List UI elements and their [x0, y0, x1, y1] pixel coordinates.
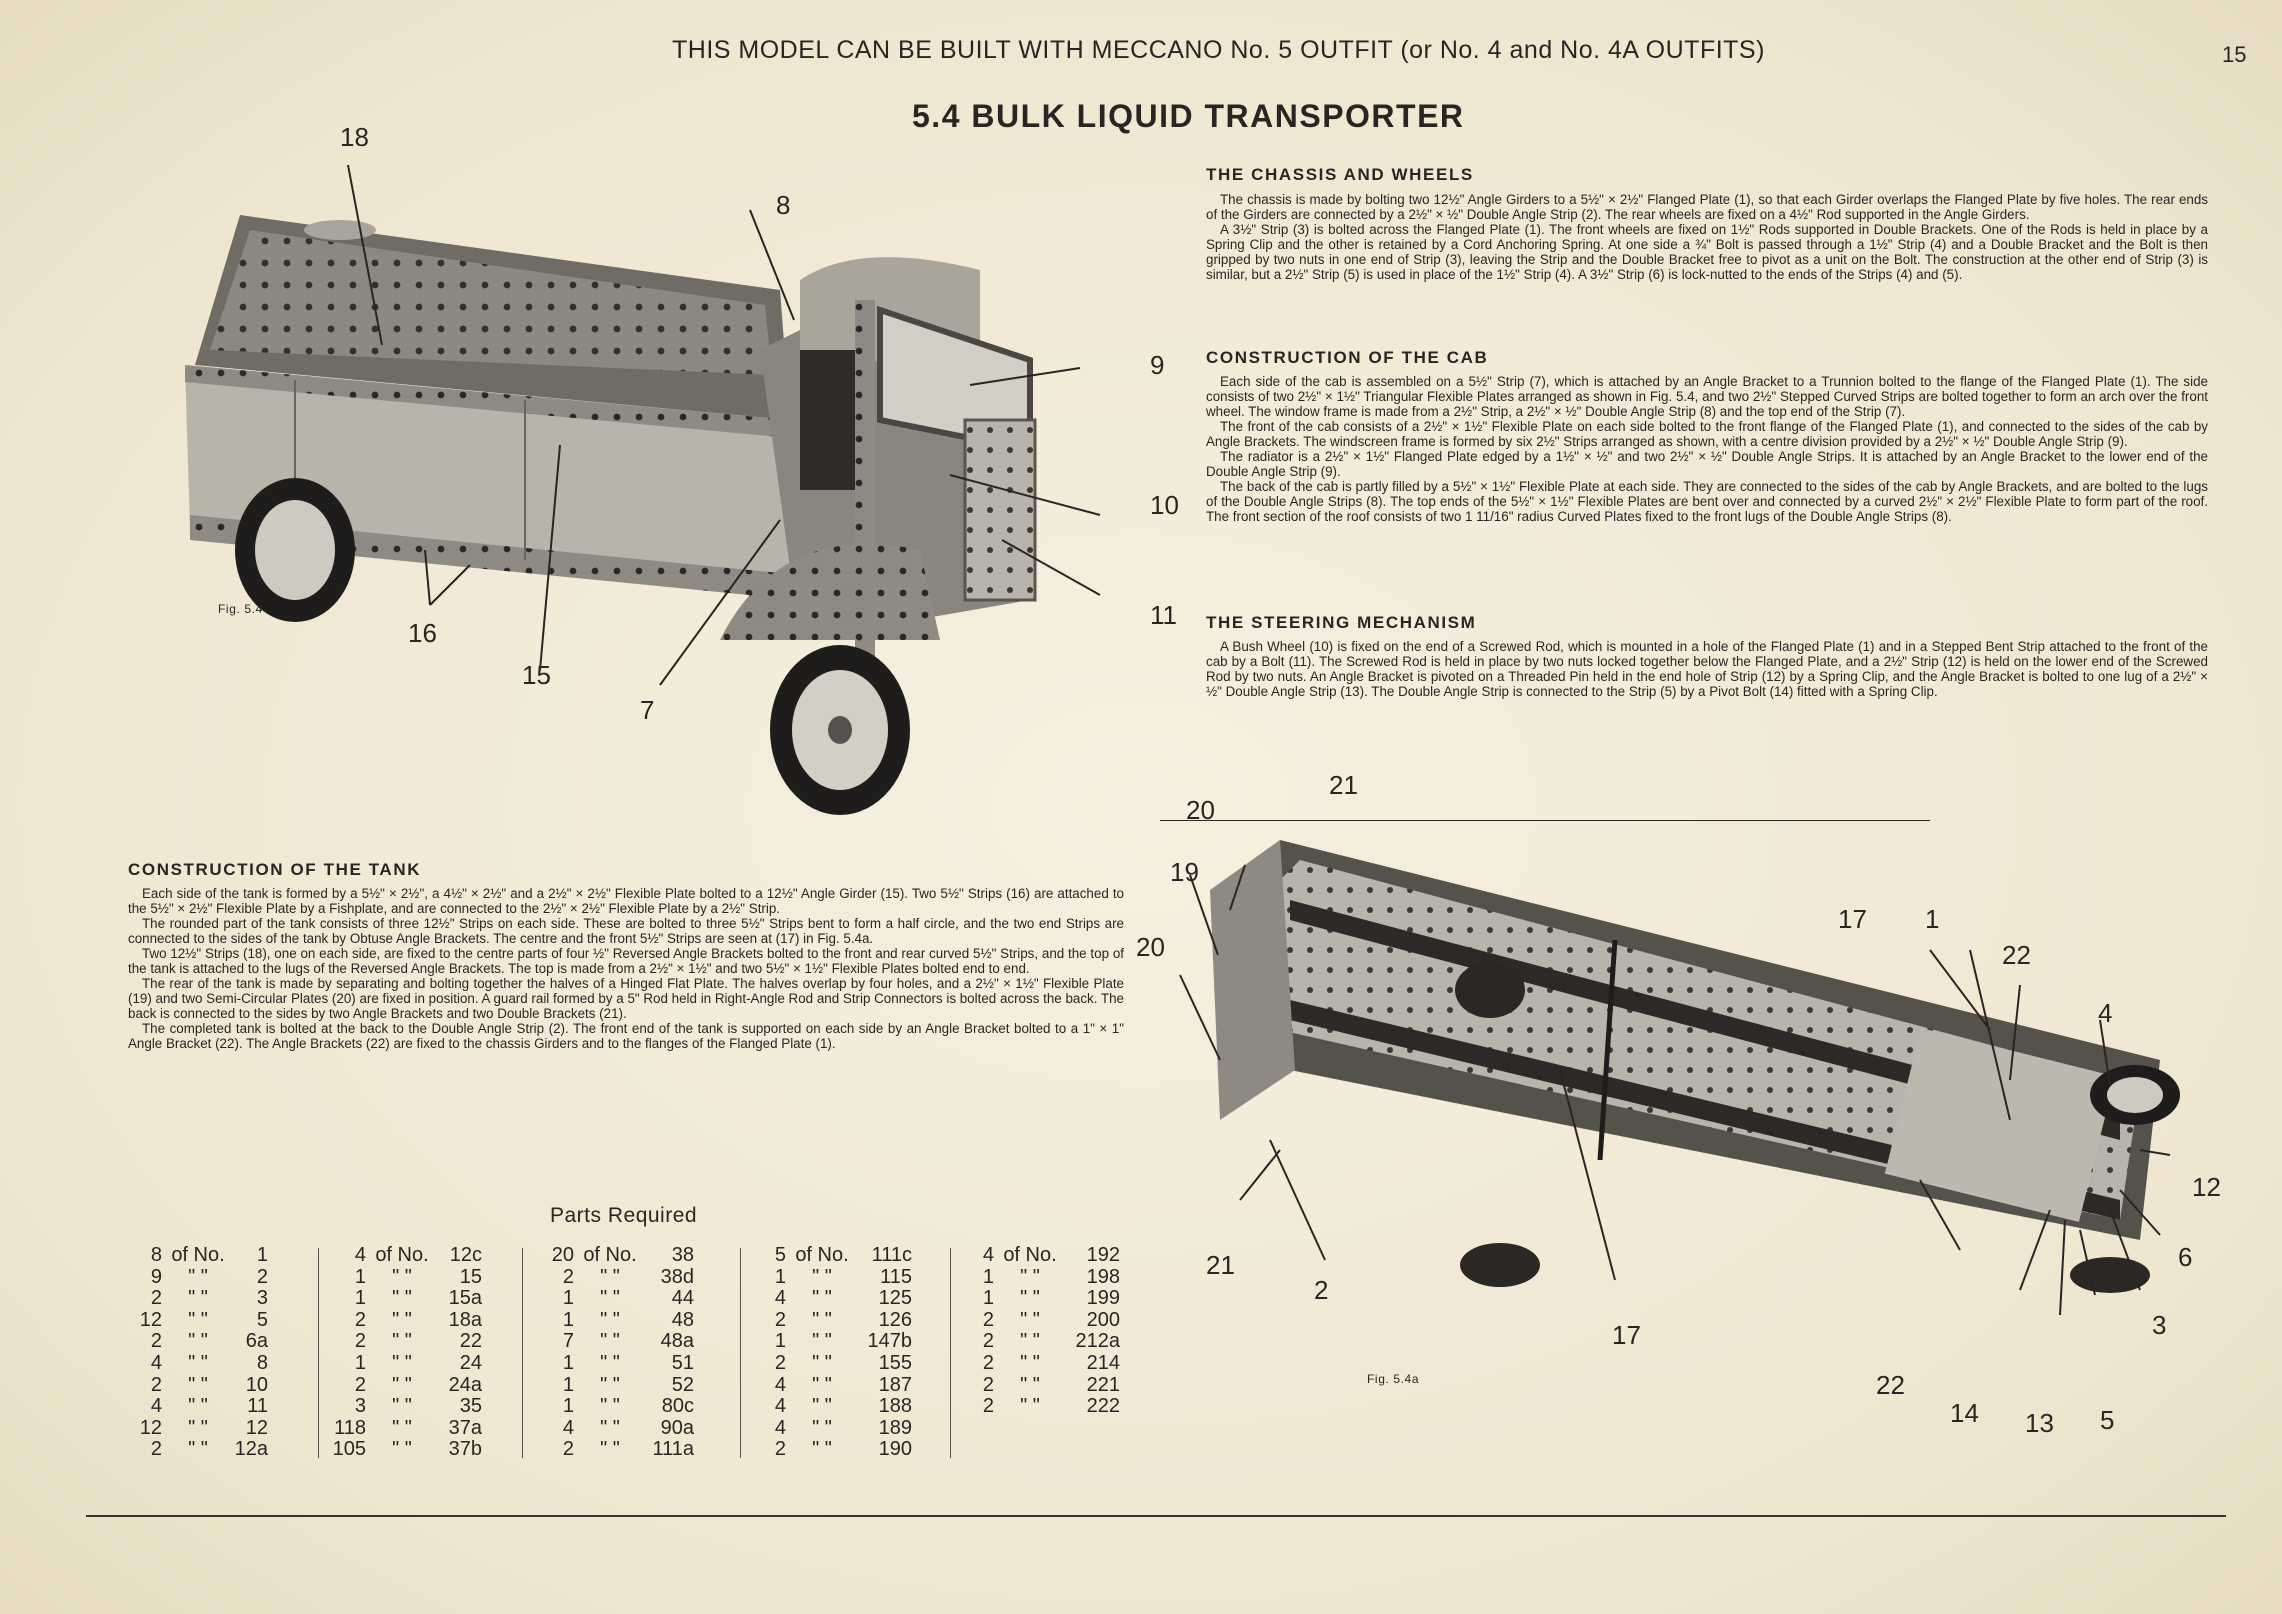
- part-of-no: " ": [812, 1351, 832, 1374]
- part-quantity: 2: [150, 1287, 162, 1310]
- part-number: 15: [459, 1265, 482, 1288]
- part-number: 6a: [245, 1330, 268, 1353]
- part-of-no: " ": [188, 1395, 208, 1418]
- parts-column-3: [530, 1245, 694, 1461]
- parts-row: [950, 1245, 1120, 1267]
- part-of-no: " ": [600, 1265, 620, 1288]
- part-number: 12a: [234, 1438, 268, 1461]
- part-of-no: " ": [812, 1373, 832, 1396]
- parts-row: [118, 1418, 268, 1440]
- parts-row: [742, 1288, 912, 1310]
- callout-11: 11: [1150, 600, 1177, 630]
- parts-row: [322, 1418, 482, 1440]
- part-number: 222: [1086, 1395, 1120, 1418]
- tank-text: [128, 886, 1124, 1051]
- part-quantity: 1: [562, 1395, 574, 1418]
- part-quantity: 8: [150, 1244, 162, 1266]
- part-number: 126: [878, 1308, 912, 1331]
- part-of-no: of No.: [171, 1244, 225, 1266]
- callout-1: 1: [1925, 904, 1940, 934]
- part-quantity: 1: [982, 1265, 994, 1288]
- parts-row: [530, 1396, 694, 1418]
- figure-label: Fig. 5.4a: [1367, 1372, 1420, 1386]
- callout-22-top: 22: [2002, 940, 2031, 970]
- page-header: [0, 36, 2282, 76]
- part-of-no: " ": [812, 1438, 832, 1461]
- part-number: 37b: [448, 1438, 482, 1461]
- part-of-no: " ": [188, 1330, 208, 1353]
- parts-row: [118, 1245, 268, 1267]
- steering-text: [1206, 639, 2208, 699]
- part-of-no: " ": [600, 1308, 620, 1331]
- parts-row: [950, 1353, 1120, 1375]
- callout-14: 14: [1950, 1398, 1979, 1428]
- part-quantity: 2: [982, 1308, 994, 1331]
- parts-row: [118, 1375, 268, 1397]
- part-quantity: 4: [982, 1244, 994, 1266]
- callout-20-side: 20: [1136, 932, 1165, 962]
- part-number: 125: [878, 1287, 912, 1310]
- part-quantity: 1: [562, 1287, 574, 1310]
- part-number: 24a: [448, 1373, 482, 1396]
- part-number: 2: [256, 1265, 268, 1288]
- part-quantity: 2: [982, 1330, 994, 1353]
- part-number: 37a: [448, 1416, 482, 1439]
- part-of-no: " ": [392, 1330, 412, 1353]
- part-number: 80c: [661, 1395, 694, 1418]
- parts-row: [530, 1375, 694, 1397]
- parts-row: [322, 1288, 482, 1310]
- part-of-no: " ": [188, 1416, 208, 1439]
- parts-row: [530, 1267, 694, 1289]
- part-of-no: " ": [1020, 1351, 1040, 1374]
- chassis-text: [1206, 192, 2208, 282]
- part-of-no: " ": [392, 1287, 412, 1310]
- part-quantity: 12: [139, 1308, 162, 1331]
- chassis-paragraph: A 3½" Strip (3) is bolted across the Flanged Plate (1). The front wheels are fixed on 1½" Rods supported in Double Brackets. One of the Rods is held in place by a Spring Clip and the other is retained by a Cord Anchoring Spring. At one side a ¾" Bolt is passed through a 1½" Strip (4) and a Double Bracket and the Bolt is then gripped by two nuts in one end of Strip (3), leaving the Strip and the Double Bracket free to pivot as a unit on the Bolt. The construction at the other end of Strip (3) is similar, but a 2½" Strip (5) is used in place of the 1½" Strip (4). A 3½" Strip (6) is lock-nutted to the ends of the Strips (4) and (5).: [1206, 222, 2208, 282]
- part-of-no: " ": [812, 1330, 832, 1353]
- parts-row: [742, 1245, 912, 1267]
- part-number: 44: [671, 1287, 694, 1310]
- part-of-no: " ": [600, 1416, 620, 1439]
- model-title: 5.4 BULK LIQUID TRANSPORTER: [912, 98, 1465, 134]
- part-number: 18a: [448, 1308, 482, 1331]
- part-of-no: " ": [600, 1330, 620, 1353]
- callout-16: 16: [408, 618, 437, 648]
- part-number: 192: [1086, 1244, 1120, 1266]
- part-quantity: 1: [982, 1287, 994, 1310]
- parts-row: [742, 1375, 912, 1397]
- part-number: 155: [878, 1351, 912, 1374]
- part-quantity: 1: [354, 1287, 366, 1310]
- part-quantity: 2: [150, 1330, 162, 1353]
- part-quantity: 1: [562, 1351, 574, 1374]
- part-number: 214: [1086, 1351, 1120, 1374]
- part-quantity: 4: [562, 1416, 574, 1439]
- parts-row: [118, 1353, 268, 1375]
- part-number: 35: [459, 1395, 482, 1418]
- part-number: 8: [256, 1351, 268, 1374]
- parts-row: [742, 1439, 912, 1461]
- parts-column-2: [322, 1245, 482, 1461]
- tank-paragraph: The rear of the tank is made by separating and bolting together the halves of a Hinged Flat Plate. The halves overlap by four holes, and a 2½" × 1½" Flexible Plate (19) and two Semi-Circular Plates (20) are fixed in position. A guard rail formed by a 5" Rod held in Right-Angle Rod and Strip Connectors is bolted across the back. The back is connected to the sides by two Angle Brackets and two Double Brackets (21).: [128, 976, 1124, 1021]
- parts-row: [530, 1288, 694, 1310]
- parts-row: [322, 1245, 482, 1267]
- part-number: 10: [245, 1373, 268, 1396]
- callout-22-bottom: 22: [1876, 1370, 1905, 1400]
- part-of-no: " ": [188, 1287, 208, 1310]
- parts-row: [118, 1267, 268, 1289]
- column-divider: [318, 1248, 319, 1458]
- parts-row: [742, 1310, 912, 1332]
- part-quantity: 4: [150, 1351, 162, 1374]
- callout-3: 3: [2152, 1310, 2167, 1340]
- parts-row: [322, 1439, 482, 1461]
- part-number: 221: [1086, 1373, 1120, 1396]
- part-number: 1: [256, 1244, 268, 1266]
- parts-required-title: Parts Required: [550, 1204, 698, 1227]
- part-of-no: " ": [600, 1438, 620, 1461]
- part-quantity: 2: [774, 1351, 786, 1374]
- part-number: 48: [671, 1308, 694, 1331]
- steering-heading: THE STEERING MECHANISM: [1206, 613, 1477, 632]
- tank-paragraph: The rounded part of the tank consists of three 12½" Strips on each side. These are bolted to three 5½" Strips bent to form a half circle, and the two end Strips are connected to the sides of the tank by Obtuse Angle Brackets. The centre and the front 5½" Strips are seen at (17) in Fig. 5.4a.: [128, 916, 1124, 946]
- parts-row: [322, 1375, 482, 1397]
- part-of-no: of No.: [1003, 1244, 1057, 1266]
- bottom-rule: [86, 1515, 2226, 1517]
- part-quantity: 2: [150, 1438, 162, 1461]
- parts-row: [742, 1353, 912, 1375]
- part-quantity: 2: [982, 1395, 994, 1418]
- parts-row: [950, 1288, 1120, 1310]
- callout-9: 9: [1150, 350, 1165, 380]
- chassis-heading: THE CHASSIS AND WHEELS: [1206, 165, 1474, 184]
- part-number: 189: [878, 1416, 912, 1439]
- part-of-no: " ": [1020, 1330, 1040, 1353]
- part-number: 188: [878, 1395, 912, 1418]
- callout-21-top: 21: [1329, 770, 1358, 800]
- part-of-no: " ": [812, 1308, 832, 1331]
- part-quantity: 3: [354, 1395, 366, 1418]
- part-number: 115: [880, 1265, 912, 1288]
- part-quantity: 1: [562, 1308, 574, 1331]
- part-number: 15a: [448, 1287, 482, 1310]
- part-of-no: " ": [600, 1351, 620, 1374]
- tank-paragraph: Two 12½" Strips (18), one on each side, are fixed to the centre parts of four ½" Reversed Angle Brackets bolted to the front and rear curved 5½" Strips, and the top of the tank is attached to the lugs of the Reversed Angle Brackets. The top is made from a 2½" × 1½" and two 5½" × 1½" Flexible Plates bolted end to end.: [128, 946, 1124, 976]
- parts-row: [118, 1331, 268, 1353]
- part-of-no: " ": [812, 1265, 832, 1288]
- part-quantity: 4: [774, 1373, 786, 1396]
- callout-20-top: 20: [1186, 795, 1215, 825]
- part-of-no: " ": [392, 1395, 412, 1418]
- part-number: 5: [256, 1308, 268, 1331]
- steering-paragraph: A Bush Wheel (10) is fixed on the end of a Screwed Rod, which is mounted in a hole of the Flanged Plate (1) and in a Stepped Bent Strip attached to the front of the cab by a Bolt (11). The Screwed Rod is held in place by two nuts locked together below the Flanged Plate, and a 2½" Strip (12) is held on the lower end of the Screwed Rod by two nuts. An Angle Bracket is pivoted on a Threaded Pin held in the end hole of Strip (12) by a Spring Clip, and the Angle Bracket is bolted to one lug of a 2½" × ½" Double Angle Strip (13). The Double Angle Strip is connected to the Strip (5) by a Pivot Bolt (14) fitted with a Spring Clip.: [1206, 639, 2208, 699]
- part-of-no: of No.: [583, 1244, 637, 1266]
- callout-6: 6: [2178, 1242, 2193, 1272]
- part-quantity: 1: [774, 1330, 786, 1353]
- part-number: 12c: [449, 1244, 482, 1266]
- part-number: 51: [671, 1351, 694, 1374]
- part-quantity: 1: [562, 1373, 574, 1396]
- callout-7: 7: [640, 695, 655, 725]
- part-quantity: 118: [334, 1416, 366, 1439]
- part-of-no: " ": [1020, 1373, 1040, 1396]
- parts-row: [530, 1310, 694, 1332]
- part-quantity: 2: [982, 1351, 994, 1374]
- part-quantity: 5: [774, 1244, 786, 1266]
- tank-paragraph: Each side of the tank is formed by a 5½" × 2½", a 4½" × 2½" and a 2½" × 2½" Flexible Plate bolted to a 12½" Angle Girder (15). Two 5½" Strips (16) are attached to the 5½" × 2½" Flexible Plate by a Fishplate, and are connected to the 2½" × 2½" Flexible Plate by a 2½" Strip.: [128, 886, 1124, 916]
- parts-row: [950, 1331, 1120, 1353]
- parts-row: [118, 1439, 268, 1461]
- part-quantity: 2: [774, 1438, 786, 1461]
- part-of-no: " ": [812, 1287, 832, 1310]
- cab-paragraph: The back of the cab is partly filled by a 5½" × 1½" Flexible Plate at each side. They are connected to the sides of the cab by Angle Brackets, and are bolted to the lugs of the Double Angle Strips (8). The top ends of the 5½" × 1½" Flexible Plates are bent over and connected by a curved 2½" × 2½" Flexible Plate to form part of the roof. The front section of the roof consists of two 1 11/16" radius Curved Plates fixed to the front lugs of the Double Angle Strips (8).: [1206, 479, 2208, 524]
- callout-21-bottom: 21: [1206, 1250, 1235, 1280]
- part-quantity: 1: [354, 1351, 366, 1374]
- parts-row: [322, 1396, 482, 1418]
- part-quantity: 4: [774, 1287, 786, 1310]
- parts-column-1: [118, 1245, 268, 1461]
- part-quantity: 1: [774, 1265, 786, 1288]
- part-quantity: 2: [562, 1265, 574, 1288]
- callout-10: 10: [1150, 490, 1179, 520]
- parts-row: [950, 1267, 1120, 1289]
- parts-column-4: [742, 1245, 912, 1461]
- parts-row: [530, 1245, 694, 1267]
- part-number: 48a: [660, 1330, 694, 1353]
- parts-row: [742, 1331, 912, 1353]
- part-number: 90a: [660, 1416, 694, 1439]
- part-of-no: of No.: [375, 1244, 429, 1266]
- part-of-no: " ": [188, 1351, 208, 1374]
- figure-label: Fig. 5.4: [218, 602, 263, 616]
- part-quantity: 2: [354, 1308, 366, 1331]
- part-quantity: 1: [354, 1265, 366, 1288]
- callout-13: 13: [2025, 1408, 2054, 1438]
- part-of-no: " ": [812, 1395, 832, 1418]
- part-quantity: 7: [562, 1330, 574, 1353]
- part-quantity: 4: [774, 1395, 786, 1418]
- part-number: 38: [671, 1244, 694, 1266]
- tank-paragraph: The completed tank is bolted at the back to the Double Angle Strip (2). The front end of the tank is supported on each side by an Angle Bracket bolted to a 1" × 1" Angle Bracket (22). The Angle Brackets (22) are fixed to the chassis Girders and to the flanges of the Flanged Plate (1).: [128, 1021, 1124, 1051]
- callout-5: 5: [2100, 1405, 2115, 1435]
- part-of-no: " ": [392, 1373, 412, 1396]
- part-of-no: " ": [188, 1308, 208, 1331]
- parts-row: [742, 1267, 912, 1289]
- part-of-no: " ": [1020, 1395, 1040, 1418]
- part-of-no: " ": [392, 1438, 412, 1461]
- part-number: 190: [878, 1438, 912, 1461]
- parts-row: [530, 1353, 694, 1375]
- part-quantity: 20: [551, 1244, 574, 1266]
- callout-19: 19: [1170, 857, 1199, 887]
- part-number: 147b: [867, 1330, 912, 1353]
- part-quantity: 4: [150, 1395, 162, 1418]
- parts-row: [118, 1396, 268, 1418]
- parts-row: [950, 1310, 1120, 1332]
- parts-row: [530, 1331, 694, 1353]
- part-of-no: " ": [600, 1287, 620, 1310]
- part-number: 11: [247, 1395, 268, 1418]
- cab-paragraph: The front of the cab consists of a 2½" × 1½" Flexible Plate on each side bolted to the front flange of the Flanged Plate (1), and connected to the sides of the cab by Angle Brackets. The windscreen frame is formed by six 2½" Strips arranged as shown, with a centre division provided by a 2½" × ½" Double Angle Strip (9).: [1206, 419, 2208, 449]
- part-quantity: 2: [982, 1373, 994, 1396]
- parts-row: [322, 1267, 482, 1289]
- parts-row: [950, 1375, 1120, 1397]
- callout-18: 18: [340, 122, 369, 152]
- cab-text: [1206, 374, 2208, 524]
- part-quantity: 4: [774, 1416, 786, 1439]
- part-number: 52: [671, 1373, 694, 1396]
- parts-row: [530, 1439, 694, 1461]
- part-of-no: " ": [188, 1373, 208, 1396]
- part-of-no: " ": [600, 1373, 620, 1396]
- part-number: 199: [1086, 1287, 1120, 1310]
- parts-row: [118, 1288, 268, 1310]
- part-quantity: 12: [139, 1416, 162, 1439]
- part-of-no: " ": [188, 1265, 208, 1288]
- part-of-no: " ": [392, 1416, 412, 1439]
- callout-12: 12: [2192, 1172, 2221, 1202]
- chassis-paragraph: The chassis is made by bolting two 12½" Angle Girders to a 5½" × 2½" Flanged Plate (1), so that each Girder overlaps the Flanged Plate by five holes. The rear ends of the Girders are connected by a 2½" × ½" Double Angle Strip (2). The rear wheels are fixed on a 4½" Rod supported in the Angle Girders.: [1206, 192, 2208, 222]
- parts-row: [742, 1396, 912, 1418]
- part-of-no: " ": [1020, 1287, 1040, 1310]
- part-of-no: of No.: [795, 1244, 849, 1266]
- part-quantity: 105: [332, 1438, 366, 1461]
- part-of-no: " ": [600, 1395, 620, 1418]
- callout-4: 4: [2098, 998, 2113, 1028]
- part-quantity: 9: [150, 1265, 162, 1288]
- callout-2: 2: [1314, 1275, 1329, 1305]
- part-quantity: 2: [354, 1330, 366, 1353]
- part-quantity: 4: [354, 1244, 366, 1266]
- part-of-no: " ": [1020, 1308, 1040, 1331]
- part-number: 198: [1086, 1265, 1120, 1288]
- part-number: 111a: [652, 1438, 694, 1461]
- part-of-no: " ": [1020, 1265, 1040, 1288]
- part-number: 212a: [1075, 1330, 1120, 1353]
- part-of-no: " ": [812, 1416, 832, 1439]
- parts-row: [118, 1310, 268, 1332]
- cab-heading: CONSTRUCTION OF THE CAB: [1206, 348, 1489, 367]
- parts-row: [742, 1418, 912, 1440]
- part-number: 12: [245, 1416, 268, 1439]
- part-number: 200: [1086, 1308, 1120, 1331]
- part-number: 111c: [871, 1244, 912, 1266]
- callout-15: 15: [522, 660, 551, 690]
- outfit-header: THIS MODEL CAN BE BUILT WITH MECCANO No. 5 OUTFIT (or No. 4 and No. 4A OUTFITS): [672, 36, 1765, 64]
- part-quantity: 2: [150, 1373, 162, 1396]
- callout-17-bottom: 17: [1612, 1320, 1641, 1350]
- parts-row: [322, 1310, 482, 1332]
- column-divider: [740, 1248, 741, 1458]
- part-number: 3: [256, 1287, 268, 1310]
- parts-row: [322, 1353, 482, 1375]
- part-of-no: " ": [188, 1438, 208, 1461]
- cab-paragraph: The radiator is a 2½" × 1½" Flanged Plate edged by a 1½" × ½" and two 2½" × ½" Double Angle Strips. It is attached by an Angle Bracket to the lower end of the Double Angle Strip (9).: [1206, 449, 2208, 479]
- part-quantity: 2: [774, 1308, 786, 1331]
- part-number: 38d: [660, 1265, 694, 1288]
- part-quantity: 2: [354, 1373, 366, 1396]
- part-quantity: 2: [562, 1438, 574, 1461]
- part-of-no: " ": [392, 1308, 412, 1331]
- cab-paragraph: Each side of the cab is assembled on a 5½" Strip (7), which is attached by an Angle Bracket to a Trunnion bolted to the flange of the Flanged Plate (1). The side consists of two 2½" × 1½" Triangular Flexible Plates arranged as shown in Fig. 5.4, and two 2½" Stepped Curved Strips are bolted together to form an arch over the front wheel. The window frame is made from a 2½" Strip, a 2½" × ½" Double Angle Strip (8) and the top end of the Strip (7).: [1206, 374, 2208, 419]
- column-divider: [522, 1248, 523, 1458]
- page-number: 15: [2222, 42, 2247, 67]
- callout-17-top: 17: [1838, 904, 1867, 934]
- tank-heading: CONSTRUCTION OF THE TANK: [128, 860, 422, 879]
- callout-8: 8: [776, 190, 791, 220]
- part-number: 22: [459, 1330, 482, 1353]
- part-of-no: " ": [392, 1265, 412, 1288]
- parts-column-5: [950, 1245, 1120, 1418]
- part-number: 187: [878, 1373, 912, 1396]
- parts-row: [530, 1418, 694, 1440]
- part-of-no: " ": [392, 1351, 412, 1374]
- part-number: 24: [459, 1351, 482, 1374]
- parts-row: [950, 1396, 1120, 1418]
- parts-row: [322, 1331, 482, 1353]
